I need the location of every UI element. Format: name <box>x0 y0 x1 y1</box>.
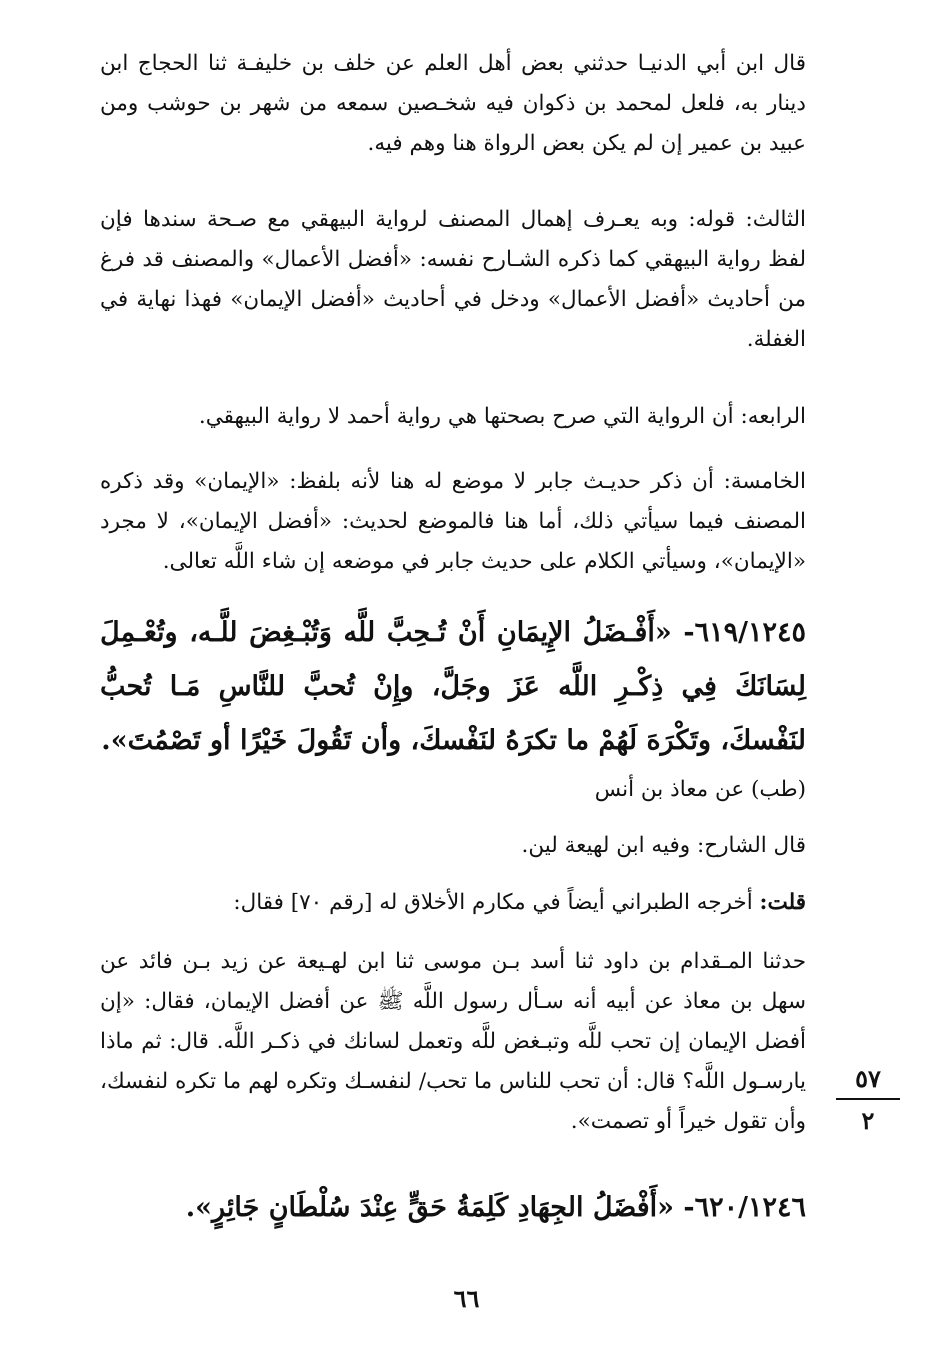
hadith-text: «أَفْـضَلُ الإِيمَانِ أَنْ تُـحِبَّ للَّه وَتُبْـغِضَ للَّـه، وتُعْـمِلَ لِسَانَكَ فِي ذِكْـرِ اللَّه عَزَ وجَلَّ، وإِنْ تُحبَّ للنَّاسِ مَـا تُحبُّ لنَفْسكَ، وتَكْرَهَ لَهُمْ ما تكرَهُ لنَفْسكَ، وأن تَقُولَ خَيْرًا أو تَصْمُتَ». <box>100 617 806 756</box>
paragraph-text: حدثنا المـقدام بن داود ثنا أسد بـن موسى ثنا ابن لهـيعة عن زيد بـن فائد عن سهل بن معاذ عن أبيه أنه سـأل رسول اللَّه ﷺ عن أفضل الإيمان، فقال: «إن أفضل الإيمان إن تحب للَّه وتبـغض للَّه وتعمل لسانك في ذكـر اللَّه. قال: ثم ماذا يارسـول اللَّه؟ قال: أن تحب للناس ما تحب/ لنفسـك وتكره لهم ما تكره لنفسك، وأن تقول خيراً أو تصمت». <box>100 949 806 1134</box>
paragraph-commentator <box>100 826 806 866</box>
hadith-source <box>100 770 806 810</box>
point-label: قلت: <box>759 890 806 915</box>
paragraph-text: أن ذكر حديـث جابر لا موضع له هنا لأنه بلفظ: «الإيمان» وقد ذكره المصنف فيما سيأتي ذلك، أما هنا فالموضع لحديث: «أفضل الإيمان»، لا مجرد «الإيمان»، وسيأتي الكلام على حديث جابر في موضعه إن شاء اللَّه تعالى. <box>100 469 806 574</box>
point-label: الثالث: <box>745 207 807 232</box>
page-number: ٦٦ <box>453 1284 480 1313</box>
paragraph-isnad <box>100 942 806 1142</box>
hadith-number: ٦٢٠/١٢٤٦- <box>683 1192 806 1223</box>
margin-ref-bottom: ٢ <box>861 1106 875 1135</box>
paragraph-qultu <box>100 883 806 923</box>
margin-ref-divider <box>836 1098 900 1100</box>
paragraph-text: (طب) عن معاذ بن أنس <box>594 777 806 802</box>
paragraph-text: قوله: وبه يعـرف إهمال المصنف لرواية البيهقي مع صـحة سندها فإن لفظ رواية البيهقي كما ذكره الشـارح نفسه: «أفضل الأعمال» والمصنف قد فرغ من أحاديث «أفضل الأعمال» ودخل في أحاديث «أفضل الإيمان» فهذا نهاية في الغفلة. <box>100 207 806 352</box>
hadith-number: ٦١٩/١٢٤٥- <box>683 617 807 648</box>
margin-ref-top: ٥٧ <box>855 1064 881 1093</box>
margin-reference <box>836 1064 900 1136</box>
point-label: الرابعه: <box>740 404 806 429</box>
paragraph-fifth-point <box>100 462 806 582</box>
point-label: قال الشارح: <box>696 833 806 858</box>
paragraph-text: أن الرواية التي صرح بصحتها هي رواية أحمد لا رواية البيهقي. <box>198 404 734 429</box>
paragraph-text: وفيه ابن لهيعة لين. <box>521 833 691 858</box>
paragraph-third-point <box>100 200 806 360</box>
paragraph-text: قال ابن أبي الدنيـا حدثني بعض أهل العلم عن خلف بن خليفـة ثنا الحجاج ابن دينار به، فلعل لمحمد بن ذكوان فيه شخـصين سمعه من شهر بن حوشب ومن عبيد بن عمير إن لم يكن بعض الرواة هنا وهم فيه. <box>100 51 806 156</box>
paragraph-text: أخرجه الطبراني أيضاً في مكارم الأخلاق له [رقم ٧٠] فقال: <box>233 890 753 915</box>
hadith-620 <box>100 1181 806 1235</box>
paragraph-1 <box>100 44 806 164</box>
hadith-text: «أَفْضَلُ الجِهَادِ كَلِمَةُ حَقٍّ عِنْدَ سُلْطَانٍ جَائِرٍ». <box>185 1192 674 1223</box>
point-label: الخامسة: <box>723 469 806 494</box>
paragraph-fourth-point <box>100 397 806 437</box>
hadith-619 <box>100 606 806 768</box>
